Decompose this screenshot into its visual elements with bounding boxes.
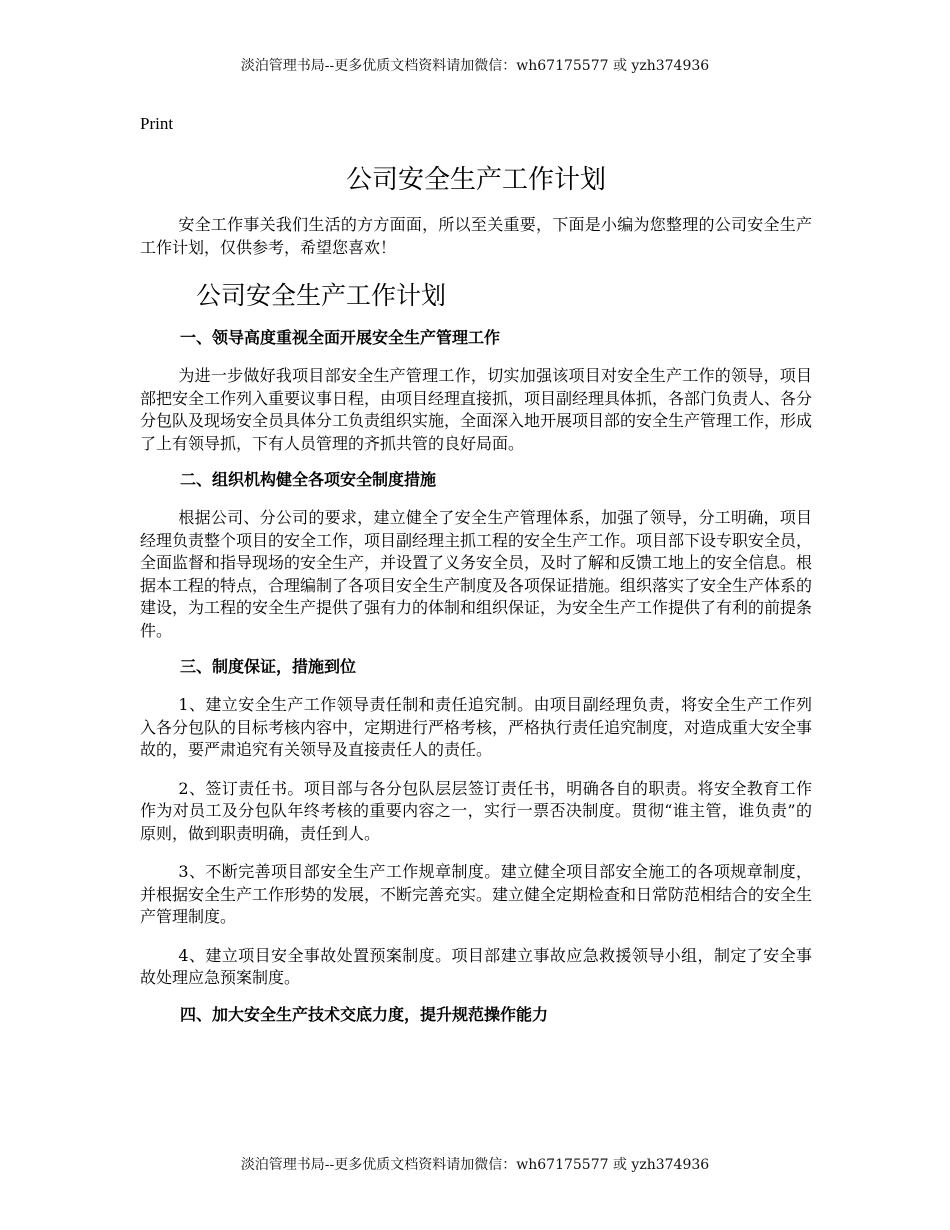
section-2-paragraph-1: 根据公司、分公司的要求，建立健全了安全生产管理体系，加强了领导，分工明确，项目经理负责整个项目的安全工作，项目副经理主抓工程的安全生产工作。项目部下设专职安全员，全面监督和指导现场的安全生产，并设置了义务安全员，及时了解和反馈工地上的安全信息。根据本工程的特点，合理编制了各项目安全生产制度及各项保证措施。组织落实了安全生产体系的建设，为工程的安全生产提供了强有力的体制和组织保证，为安全生产工作提供了有利的前提条件。 — [140, 508, 813, 640]
section-heading-1: 一、领导高度重视全面开展安全生产管理工作 — [180, 328, 501, 347]
section-heading-3: 三、制度保证，措施到位 — [180, 657, 357, 676]
section-heading-2: 二、组织机构健全各项安全制度措施 — [180, 470, 437, 489]
document-title: 公司安全生产工作计划 — [345, 165, 606, 195]
document-subtitle: 公司安全生产工作计划 — [196, 281, 447, 310]
section-3-paragraph-2: 2、签订责任书。项目部与各分包队层层签订责任书，明确各自的职责。将安全教育工作作为对员工及分包队年终考核的重要内容之一，实行一票否决制度。贯彻“谁主管，谁负责”的原则，做到职责明确，责任到人。 — [140, 778, 812, 843]
section-3-paragraph-3: 3、不断完善项目部安全生产工作规章制度。建立健全项目部安全施工的各项规章制度，并根据安全生产工作形势的发展，不断完善充实。建立健全定期检查和日常防范相结合的安全生产管理制度。 — [140, 862, 813, 926]
section-heading-4: 四、加大安全生产技术交底力度，提升规范操作能力 — [180, 1004, 549, 1024]
print-label: Print — [140, 114, 174, 133]
page-footer: 淡泊管理书局--更多优质文档资料请加微信：wh67175577 或 yzh374936 — [240, 1157, 710, 1173]
page-header: 淡泊管理书局--更多优质文档资料请加微信：wh67175577 或 yzh374936 — [240, 58, 710, 74]
section-3-paragraph-1: 1、建立安全生产工作领导责任制和责任追究制。由项目副经理负责，将安全生产工作列入各分包队的目标考核内容中，定期进行严格考核，严格执行责任追究制度，对造成重大安全事故的，要严肃追究有关领导及直接责任人的责任。 — [140, 695, 813, 759]
intro-paragraph: 安全工作事关我们生活的方方面面，所以至关重要，下面是小编为您整理的公司安全生产 工作计划，仅供参考，希望您喜欢！ — [140, 215, 812, 257]
section-1-paragraph-1: 为进一步做好我项目部安全生产管理工作，切实加强该项目对安全生产工作的领导，项目部把安全工作列入重要议事日程，由项目经理直接抓，项目副经理具体抓，各部门负责人、各分分包队及现场安全员具体分工负责组织实施，全面深入地开展项目部的安全生产管理工作，形成了上有领导抓，下有人员管理的齐抓共管的良好局面。 — [140, 366, 813, 453]
section-3-paragraph-4: 4、建立项目安全事故处置预案制度。项目部建立事故应急救援领导小组，制定了安全事故处理应急预案制度。 — [140, 945, 812, 987]
document-body — [140, 113, 812, 1026]
